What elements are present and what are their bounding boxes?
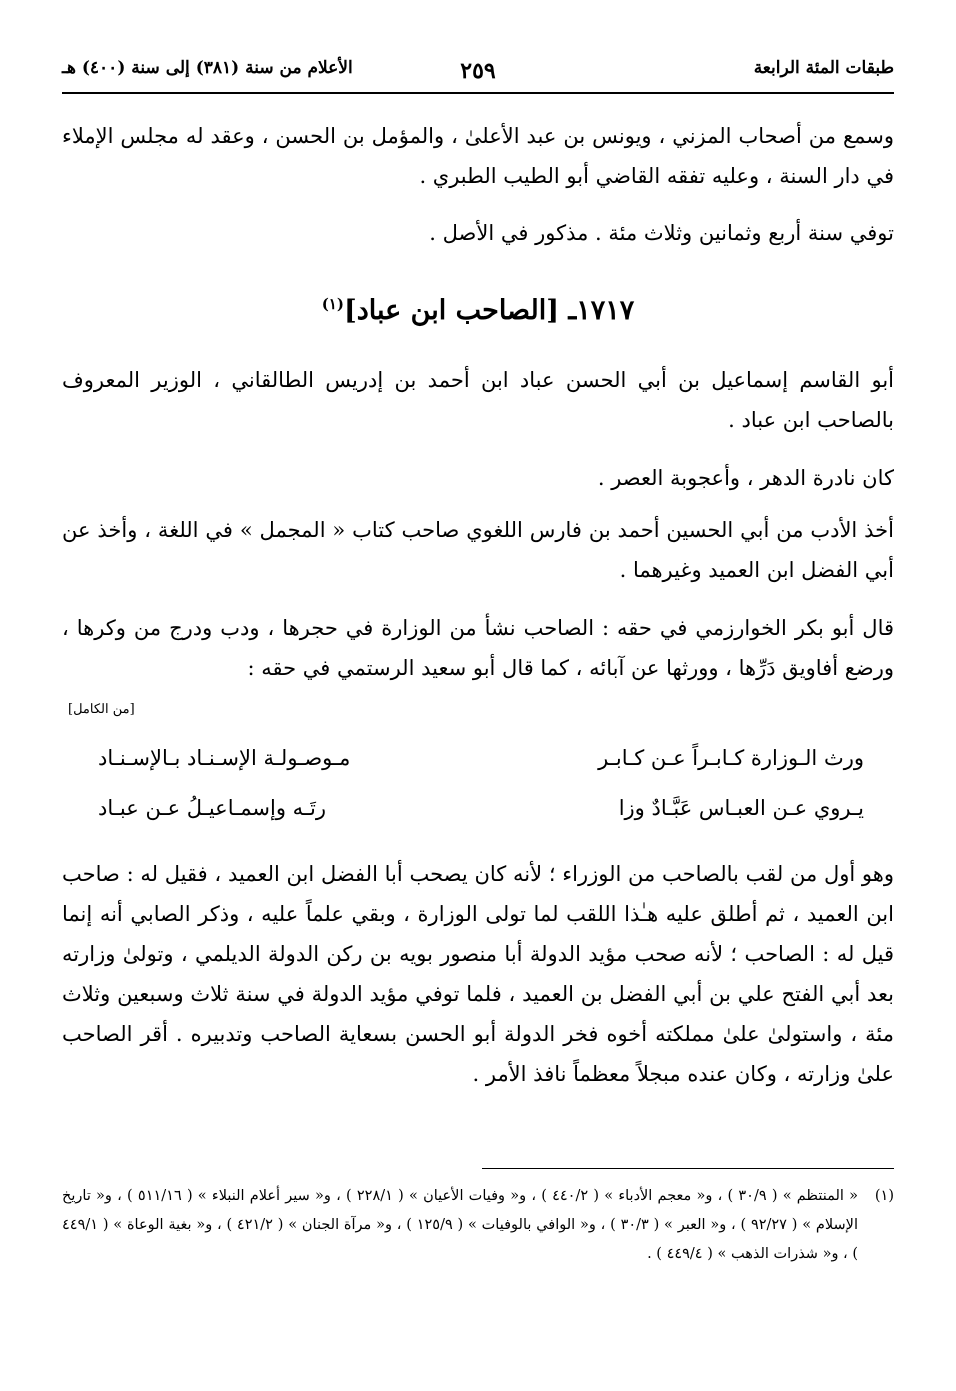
header-rule	[62, 92, 894, 94]
entry-paragraph-5: وهو أول من لقب بالصاحب من الوزراء ؛ لأنه كان يصحب أبا الفضل ابن العميد ، فقيل له : صاحب ابن العميد ، ثم أطلق عليه هـٰذا اللقب لما تولى الوزارة ، وبقي علماً عليه ، وذكر الصابي أنه إنما قيل له : الصاحب ؛ لأنه صحب مؤيد الدولة أبا منصور بويه بن ركن الدولة الديلمي ، وتولىٰ وزارته بعد أبي الفتح علي بن أبي الفضل بن العميد ، فلما توفي مؤيد الدولة في سنة ثلاث وسبعين وثلاث مئة ، واستولىٰ علىٰ مملكته أخوه فخر الدولة أبو الحسن بسعاية الصاحب وتدبيره . أقر الصاحب علىٰ وزارته ، وكان عنده مبجلاً معظماً نافذ الأمر .	[62, 862, 894, 1086]
footnote-text: « المنتظم » ( ٣٠/٩ ) ، و« معجم الأدباء » ( ٤٤٠/٢ ) ، و« وفيات الأعيان » ( ٢٢٨/١ ) ، و« سير أعلام النبلاء » ( ٥١١/١٦ ) ، و« تاريخ الإسلام » ( ٩٢/٢٧ ) ، و« العبر » ( ٣٠/٣ ) ، و« الوافي بالوفيات » ( ١٢٥/٩ ) ، و« مرآة الجنان » ( ٤٢١/٢ ) ، و« بغية الوعاة » ( ٤٤٩/١ ) ، و« شذرات الذهب » ( ٤٤٩/٤ ) .	[62, 1188, 858, 1262]
footnote-number: (١)	[874, 1188, 894, 1204]
footnote-rule	[482, 1168, 894, 1169]
verse-1-second-hemistich: مـوصـولـة الإسـنـاد بـالإسـنـاد	[98, 746, 351, 770]
entry-paragraph-1: أبو القاسم إسماعيل بن أبي الحسن عباد ابن أحمد بن إدريس الطالقاني ، الوزير المعروف بالصاحب ابن عباد .	[62, 368, 894, 432]
verse-2-first-hemistich: يـروي عـن العبـاس عَبَّـادٌ وزا	[618, 796, 864, 820]
previous-entry-paragraph-2: توفي سنة أربع وثمانين وثلاث مئة . مذكور في الأصل .	[429, 221, 894, 245]
header-period-title: الأعلام من سنة (٣٨١) إلى سنة (٤٠٠) هـ	[62, 58, 353, 78]
entry-paragraph-4: قال أبو بكر الخوارزمي في حقه : الصاحب نشأ من الوزارة في حجرها ، ودب ودرج من وكرها ، ورضع أفاويق دَرِّها ، وورثها عن آبائه ، كما قال أبو سعيد الرستمي في حقه :	[62, 616, 894, 680]
header-section-title: طبقات المئة الرابعة	[753, 58, 894, 78]
poem-meter: [من الكامل]	[68, 702, 135, 717]
footnote	[62, 1182, 894, 1269]
verse-1-first-hemistich: ورث الـوزارة كـابـراً عـن كـابـر	[598, 746, 864, 770]
entry-paragraph-3: أخذ الأدب من أبي الحسين أحمد بن فارس اللغوي صاحب كتاب « المجمل » في اللغة ، وأخذ عن أبي الفضل ابن العميد وغيرهما .	[62, 518, 894, 582]
heading-footnote-marker: (١)	[321, 295, 344, 313]
running-header	[62, 58, 894, 92]
verse-2-second-hemistich: رتَـه وإسمـاعيـلُ عـن عبـاد	[98, 796, 327, 820]
entry-paragraph-2: كان نادرة الدهر ، وأعجوبة العصر .	[597, 466, 894, 490]
previous-entry-paragraph-1: وسمع من أصحاب المزني ، ويونس بن عبد الأعلىٰ ، والمؤمل بن الحسن ، وعقد له مجلس الإملاء في دار السنة ، وعليه تفقه القاضي أبو الطيب الطبري .	[62, 124, 894, 188]
page-number: ٢٥٩	[460, 58, 496, 84]
entry-heading-text: ١٧١٧ـ [الصاحب ابن عباد]	[343, 295, 635, 326]
entry-heading	[62, 295, 894, 326]
